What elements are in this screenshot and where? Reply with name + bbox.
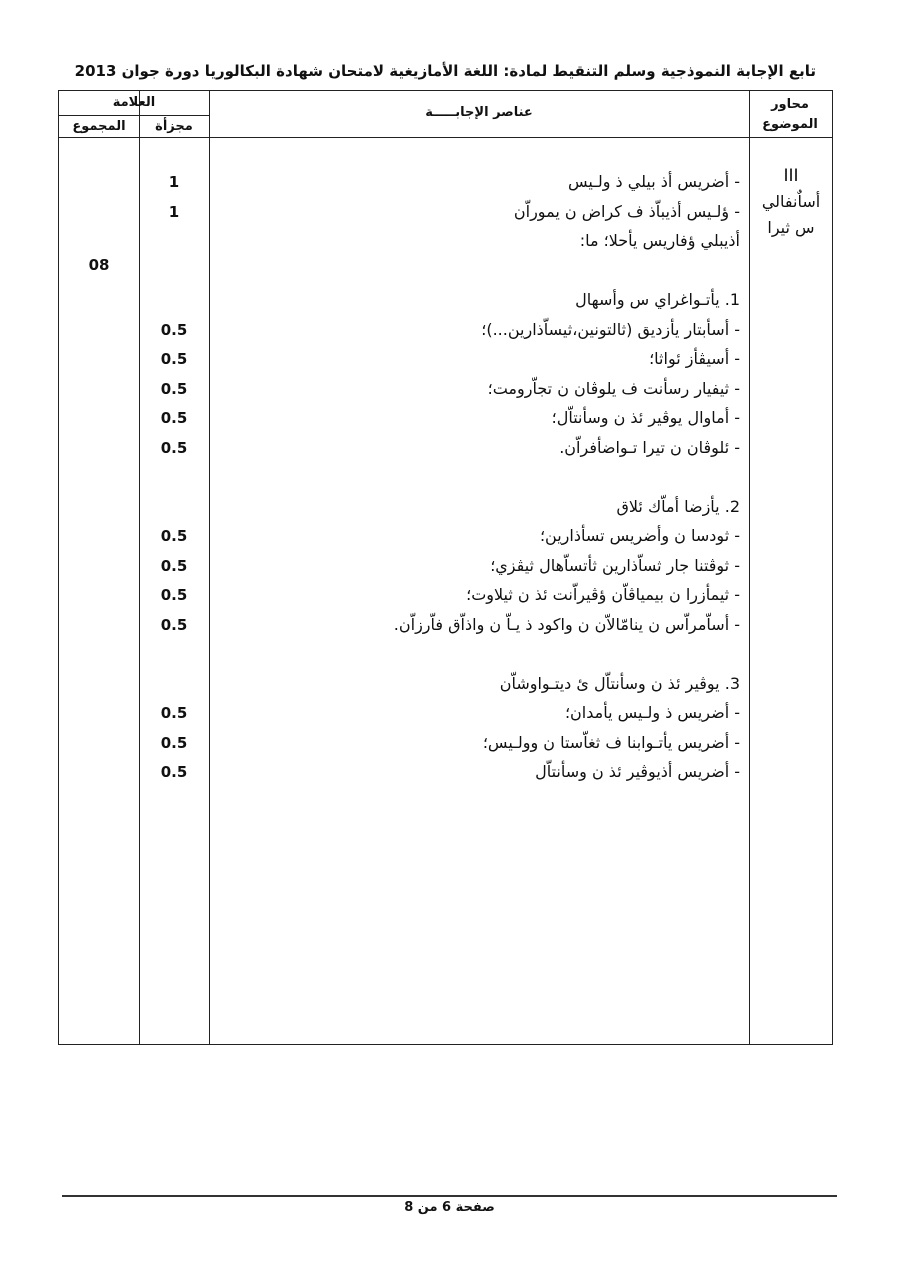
answer-line: - أساّمراّس ن ينامّالاّن ن واكود ذ يـاّ ن واذاّق فاّرزاّن. [393, 614, 740, 634]
partial-mark: 0.5 [160, 704, 188, 722]
answer-line: - أماوال يوڤير ئذ ن وسأنتاّل؛ [551, 408, 740, 427]
partial-mark: 0.5 [160, 763, 188, 781]
partial-mark: 0.5 [160, 350, 188, 368]
partial-mark: 1 [168, 202, 180, 221]
answer-lines [240, 167, 740, 787]
answer-line: - أضريس أذ بيلي ذ ولـيس [567, 172, 740, 191]
answer-line [240, 639, 740, 669]
topic-line-1: أساٌنفالي [761, 192, 821, 211]
answer-line: - أضريس أذيوڤير ئذ ن وسأنتاّل [535, 762, 740, 781]
answer-line: - ثيفيار رسأنت ف يلوڤان ن تجاّرومت؛ [487, 378, 740, 398]
partial-mark: 0.5 [160, 733, 188, 752]
answer-line: 3. يوڤير ئذ ن وسأنتاّل ئ ديتـواوشاّن [499, 673, 740, 693]
page-header: تابع الإجابة النموذجية وسلم التنقيط لمادة: اللغة الأمازيغية لامتحان شهادة البكالوريا دورة جوان 2013 [74, 62, 816, 80]
answer-line: - ثوڤتنا جار ثساّذارين ثأتساّهال ثيڤزي؛ [490, 555, 740, 575]
total-score: 08 [88, 256, 110, 274]
partial-mark: 0.5 [160, 438, 188, 457]
answer-line: - أضريس يأتـوابنا ف ثغاّستا ن وولـيس؛ [482, 732, 740, 752]
topic-cell [750, 163, 832, 241]
divider [59, 115, 209, 116]
answer-line: أذيبلي ؤفاريس يأحلا؛ ما: [579, 231, 740, 250]
total-column-header: المجموع [72, 119, 126, 134]
partial-mark: 0.5 [160, 586, 188, 604]
partial-mark: 0.5 [160, 320, 188, 339]
answer-line: - أضريس ذ ولـيس يأمدان؛ [564, 703, 740, 722]
partial-mark: 0.5 [160, 379, 188, 398]
answer-line: - ؤلـيس أذيباّذ ف كراض ن يموراّن [513, 201, 740, 221]
answer-line [240, 256, 740, 286]
topic-numeral: III [783, 166, 799, 186]
partial-mark: 0.5 [160, 615, 188, 634]
partial-column-header: مجزأة [155, 119, 193, 134]
answers-column-header: عناصر الإجابـــــة [425, 105, 533, 120]
topic-line-2: س ثيرا [767, 218, 815, 237]
marks-group-header: العلامة [112, 95, 156, 110]
answer-line: - ثيمأزرا ن بيمياڤاّن ؤڤيراّنت ئذ ن ثيلاوت؛ [466, 585, 740, 604]
divider [209, 91, 210, 1044]
answer-line: 2. يأزضا أماّك ئلاق [616, 496, 740, 516]
answer-line: - ثودسا ن وأضريس تسأذارين؛ [539, 526, 740, 545]
answer-line: - أسأبتار يأزديق (ثالتونين،ثيساّذارين...)؛ [481, 319, 740, 339]
partial-mark: 0.5 [160, 527, 188, 545]
answer-line: - أسيڤأز ئواثا؛ [649, 349, 740, 368]
divider [59, 137, 832, 138]
answer-line: 1. يأتـواغراي س وأسهال [575, 290, 740, 309]
partial-mark: 0.5 [160, 556, 188, 575]
page-number: صفحة 6 من 8 [404, 1200, 495, 1215]
partial-mark: 1 [168, 173, 180, 191]
topic-column-header: محاور الموضوع [762, 97, 818, 132]
answer-line [240, 462, 740, 492]
answer-table [58, 90, 833, 1045]
footer-divider [62, 1195, 837, 1197]
partial-mark: 0.5 [160, 409, 188, 427]
answer-line: - ئلوڤان ن تيرا تـواضأفراّن. [559, 437, 740, 457]
